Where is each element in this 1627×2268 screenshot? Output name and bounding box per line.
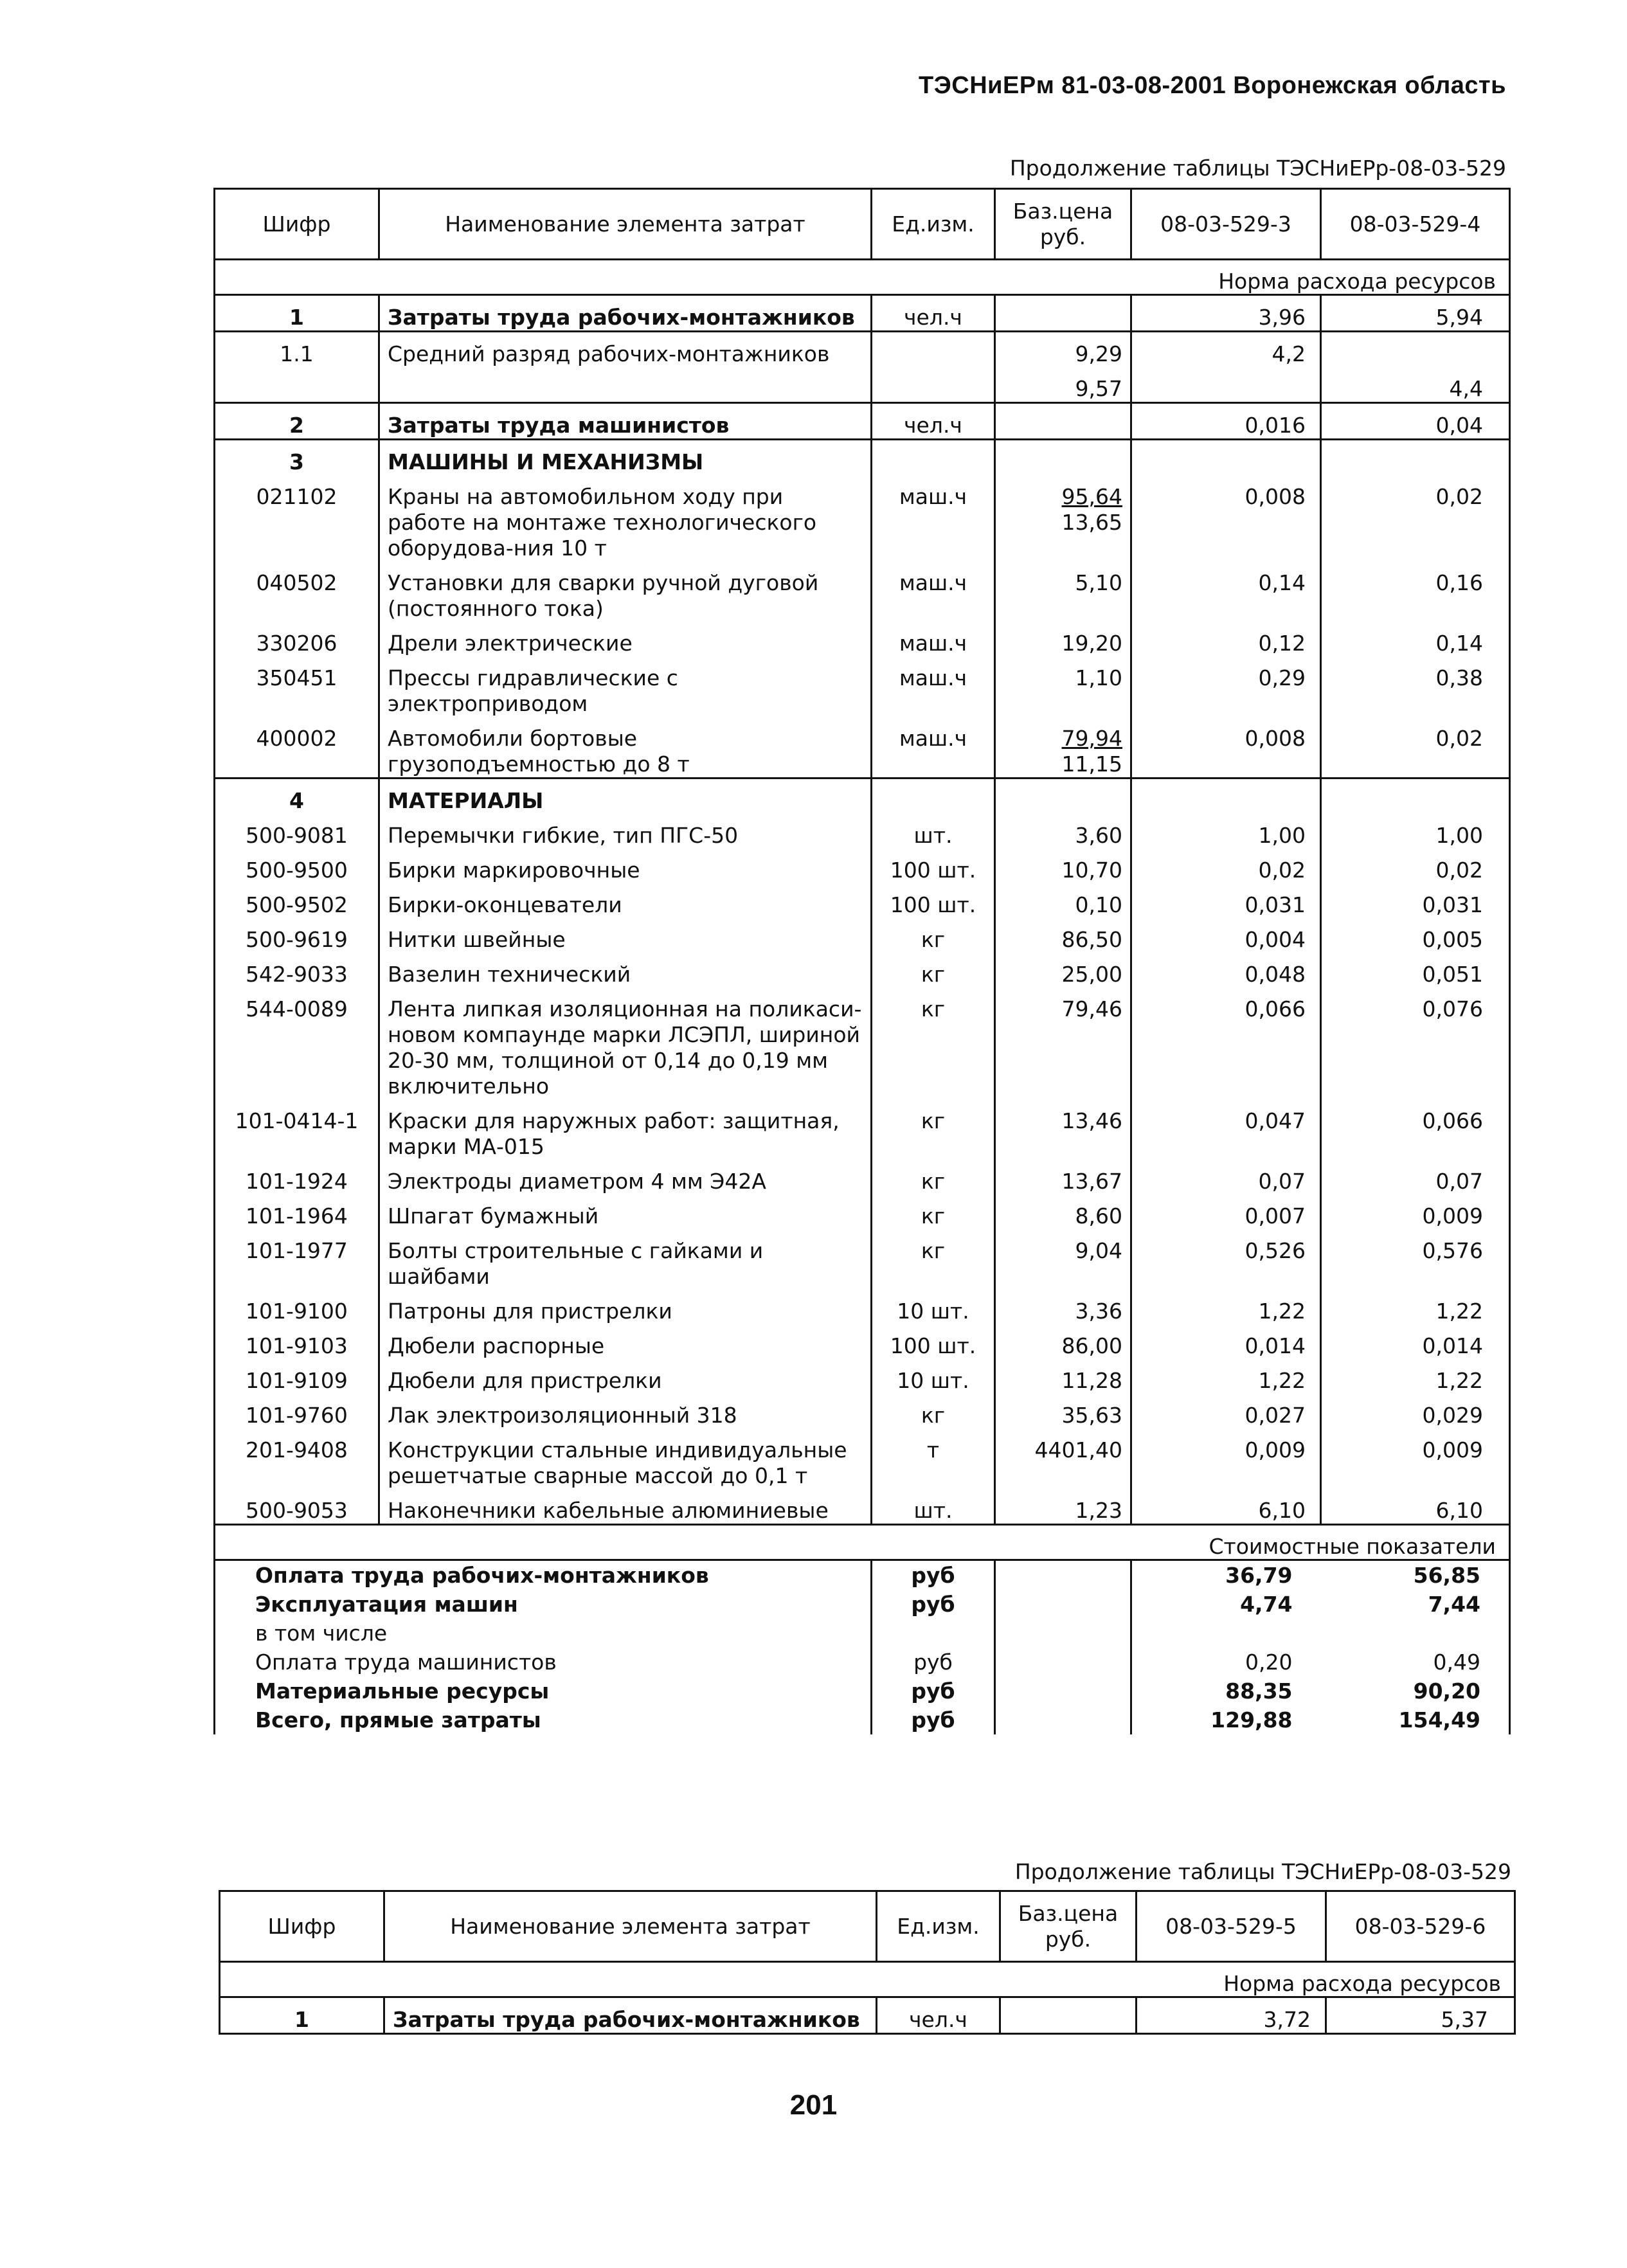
- base-price-value: 95,64: [1061, 484, 1122, 509]
- resource-name: [379, 367, 872, 403]
- cost-summary-unit: руб: [872, 1648, 995, 1677]
- cost-subheader-row: [215, 1525, 1510, 1560]
- cost-summary-value-col2: 0,49: [1321, 1648, 1510, 1677]
- norm-value-col1: 4,2: [1131, 332, 1321, 368]
- resource-unit: кг: [872, 1194, 995, 1229]
- base-price: [995, 1428, 1131, 1489]
- norm-value-col1: [1131, 440, 1321, 476]
- resource-code: 1: [215, 295, 379, 332]
- resource-code: 101-1964: [215, 1194, 379, 1229]
- base-price-value: 10,70: [1061, 858, 1122, 883]
- norm-value-col2: 0,04: [1321, 403, 1510, 440]
- base-price-value: 13,67: [1061, 1169, 1122, 1194]
- cost-summary-row: [215, 1590, 1510, 1619]
- column-header-529-5: 08-03-529-5: [1137, 1891, 1326, 1962]
- base-price-value: 9,57: [1075, 376, 1122, 401]
- norm-value-col1: 0,016: [1131, 403, 1321, 440]
- resource-unit: 100 шт.: [872, 883, 995, 918]
- cost-summary-empty: [995, 1706, 1131, 1734]
- cost-summary-row: [215, 1706, 1510, 1734]
- resource-unit: т: [872, 1428, 995, 1489]
- resource-name: Лак электроизоляционный 318: [379, 1394, 872, 1428]
- cost-summary-value-col2: 56,85: [1321, 1560, 1510, 1590]
- resource-code: 101-9760: [215, 1394, 379, 1428]
- resource-unit: чел.ч: [877, 1997, 1000, 2034]
- resource-name: Дрели электрические: [379, 622, 872, 656]
- norm-value-col2: 0,14: [1321, 622, 1510, 656]
- cost-summary-value-col1: [1131, 1619, 1321, 1648]
- cost-summary-value-col1: 0,20: [1245, 1650, 1293, 1675]
- cost-summary-value-col1: 36,79: [1225, 1563, 1293, 1588]
- norm-value-col2: 0,066: [1321, 1099, 1510, 1160]
- base-price: [995, 475, 1131, 561]
- cost-summary-value-col1: 4,74: [1240, 1592, 1293, 1617]
- cost-summary-label: Всего, прямые затраты: [215, 1706, 872, 1734]
- resource-name: Установки для сварки ручной дуговой (постоянного тока): [379, 561, 872, 622]
- norm-value-col1: 0,014: [1131, 1324, 1321, 1359]
- norm-value-col1: 0,07: [1131, 1160, 1321, 1194]
- base-price-value: 35,63: [1061, 1403, 1122, 1428]
- cost-summary-empty: [995, 1619, 1131, 1648]
- resource-unit: чел.ч: [872, 295, 995, 332]
- base-price-value: 79,94: [1061, 726, 1122, 751]
- norm-value-col1: 0,048: [1131, 953, 1321, 987]
- norm-value-col1: 0,066: [1131, 987, 1321, 1099]
- table-row: [215, 1290, 1510, 1324]
- base-price: [995, 717, 1131, 779]
- resource-code: 500-9500: [215, 849, 379, 883]
- column-header-code: Шифр: [215, 189, 379, 260]
- cost-summary-value-col1: 129,88: [1210, 1707, 1293, 1733]
- norm-value-col2: 0,076: [1321, 987, 1510, 1099]
- column-header-529-4: 08-03-529-4: [1321, 189, 1510, 260]
- cost-summary-value-col2: 154,49: [1321, 1706, 1510, 1734]
- base-price-value: 25,00: [1061, 962, 1122, 987]
- base-price-value: 79,46: [1061, 996, 1122, 1022]
- table-row: [215, 440, 1510, 476]
- cost-summary-empty: [995, 1677, 1131, 1706]
- cost-summary-empty: [995, 1560, 1131, 1590]
- resource-code: 500-9053: [215, 1489, 379, 1525]
- resource-unit: 100 шт.: [872, 1324, 995, 1359]
- table-row: [215, 1160, 1510, 1194]
- norm-value-col1: 0,031: [1131, 883, 1321, 918]
- norm-value-col1: 3,96: [1131, 295, 1321, 332]
- cost-summary-value-col2: 90,20: [1321, 1677, 1510, 1706]
- cost-summary-row: [215, 1619, 1510, 1648]
- cost-summary-value-col2: [1321, 1619, 1510, 1648]
- cost-summary-row: [215, 1560, 1510, 1590]
- resource-code: 4: [215, 779, 379, 815]
- table-row: [215, 656, 1510, 717]
- base-price-value: 0,10: [1075, 892, 1122, 917]
- base-price: [995, 1324, 1131, 1359]
- resource-unit: чел.ч: [872, 403, 995, 440]
- norm-value-col2: [1321, 440, 1510, 476]
- table1-caption: Продолжение таблицы ТЭСНиЕРр-08-03-529: [1009, 156, 1506, 181]
- base-price: [995, 779, 1131, 815]
- base-price: [995, 1099, 1131, 1160]
- column-header-price: Баз.цена руб.: [1000, 1891, 1137, 1962]
- norm-value-col2: 0,07: [1321, 1160, 1510, 1194]
- gap-cell: [215, 260, 379, 295]
- table-row: [215, 622, 1510, 656]
- base-price: [995, 656, 1131, 717]
- column-header-529-6: 08-03-529-6: [1326, 1891, 1515, 1962]
- resource-name: Лента липкая изоляционная на поликаси-новом компаунде марки ЛСЭПЛ, шириной 20-30 мм, толщиной от 0,14 до 0,19 мм включительно: [379, 987, 872, 1099]
- norm-value-col2: 0,02: [1321, 717, 1510, 779]
- base-price-value: 1,10: [1075, 665, 1122, 690]
- resource-code: 040502: [215, 561, 379, 622]
- resource-name: Шпагат бумажный: [379, 1194, 872, 1229]
- column-header-price: Баз.цена руб.: [995, 189, 1131, 260]
- resource-unit: кг: [872, 953, 995, 987]
- resource-unit: кг: [872, 1099, 995, 1160]
- norm-value-col1: 1,22: [1131, 1290, 1321, 1324]
- norm-value-col1: [1131, 367, 1321, 403]
- norm-value-col2: 0,005: [1321, 918, 1510, 953]
- table-row: [215, 849, 1510, 883]
- norm-value-col2: [1321, 779, 1510, 815]
- resource-name: Затраты труда рабочих-монтажников: [384, 1997, 877, 2034]
- resource-name: Краны на автомобильном ходу при работе на монтаже технологического оборудова-ния 10 т: [379, 475, 872, 561]
- page-number: 201: [789, 2089, 838, 2121]
- norm-value-col2: 1,22: [1321, 1290, 1510, 1324]
- base-price: [995, 1229, 1131, 1290]
- resource-name: Болты строительные с гайками и шайбами: [379, 1229, 872, 1290]
- resource-name: Дюбели распорные: [379, 1324, 872, 1359]
- resource-unit: маш.ч: [872, 717, 995, 779]
- resource-name: Дюбели для пристрелки: [379, 1359, 872, 1394]
- cost-summary-row: [215, 1677, 1510, 1706]
- table-row: [215, 717, 1510, 779]
- resource-code: 101-9103: [215, 1324, 379, 1359]
- norm-value-col1: 0,12: [1131, 622, 1321, 656]
- table-row: [215, 475, 1510, 561]
- base-price: [995, 295, 1131, 332]
- table-row: [215, 1359, 1510, 1394]
- norm-value-col1: 0,14: [1131, 561, 1321, 622]
- base-price: [995, 883, 1131, 918]
- cost-summary-unit: руб: [872, 1590, 995, 1619]
- resource-name: Патроны для пристрелки: [379, 1290, 872, 1324]
- gap-cell: [215, 1525, 379, 1560]
- norm-value-col1: 0,027: [1131, 1394, 1321, 1428]
- table2-caption: Продолжение таблицы ТЭСНиЕРр-08-03-529: [1014, 1859, 1511, 1884]
- table-row: [215, 1229, 1510, 1290]
- base-price: [995, 1160, 1131, 1194]
- base-price-value: 3,60: [1075, 823, 1122, 848]
- table-row: [215, 918, 1510, 953]
- resource-code: [215, 367, 379, 403]
- base-price-secondary: 11,15: [1061, 752, 1122, 777]
- norms-table-2: [219, 1890, 1516, 2035]
- resource-name: Средний разряд рабочих-монтажников: [379, 332, 872, 368]
- norm-value-col1: 1,00: [1131, 814, 1321, 849]
- table-row: [215, 367, 1510, 403]
- table-row: [215, 779, 1510, 815]
- base-price-value: 5,10: [1075, 570, 1122, 595]
- resource-unit: шт.: [872, 814, 995, 849]
- table-row: [215, 332, 1510, 368]
- norm-value-col1: 0,004: [1131, 918, 1321, 953]
- cost-summary-row: [215, 1648, 1510, 1677]
- resource-name: Вазелин технический: [379, 953, 872, 987]
- resource-unit: шт.: [872, 1489, 995, 1525]
- norm-value-col1: 0,29: [1131, 656, 1321, 717]
- resource-code: 1: [220, 1997, 384, 2034]
- cost-summary-value-col1: 88,35: [1225, 1679, 1293, 1704]
- norm-value-col2: 0,031: [1321, 883, 1510, 918]
- norm-value-col2: [1321, 332, 1510, 368]
- norm-value-col2: 1,00: [1321, 814, 1510, 849]
- norm-value-col1: 6,10: [1131, 1489, 1321, 1525]
- base-price: [995, 622, 1131, 656]
- table-row: [220, 1997, 1515, 2034]
- resource-unit: [872, 367, 995, 403]
- resource-name: Конструкции стальные индивидуальные решетчатые сварные массой до 0,1 т: [379, 1428, 872, 1489]
- resource-name: Бирки маркировочные: [379, 849, 872, 883]
- base-price: [995, 561, 1131, 622]
- base-price-value: 86,50: [1061, 927, 1122, 952]
- resource-name: МАТЕРИАЛЫ: [379, 779, 872, 815]
- norms-subheader-row: [215, 260, 1510, 295]
- resource-code: 1.1: [215, 332, 379, 368]
- resource-code: 101-1977: [215, 1229, 379, 1290]
- resource-unit: 10 шт.: [872, 1359, 995, 1394]
- cost-summary-label: Материальные ресурсы: [215, 1677, 872, 1706]
- base-price-value: 9,04: [1075, 1238, 1122, 1263]
- resource-name: Автомобили бортовые грузоподъемностью до 8 т: [379, 717, 872, 779]
- gap-cell: [220, 1962, 384, 1997]
- norm-value-col2: 5,37: [1326, 1997, 1515, 2034]
- base-price-value: 13,46: [1061, 1108, 1122, 1133]
- base-price: [995, 1394, 1131, 1428]
- cost-summary-empty: [995, 1648, 1131, 1677]
- document-header-title: ТЭСНиЕРм 81-03-08-2001 Воронежская область: [919, 72, 1506, 99]
- norm-value-col2: 6,10: [1321, 1489, 1510, 1525]
- resource-name: МАШИНЫ И МЕХАНИЗМЫ: [379, 440, 872, 476]
- base-price: [995, 332, 1131, 368]
- norm-value-col1: 0,007: [1131, 1194, 1321, 1229]
- resource-code: 101-0414-1: [215, 1099, 379, 1160]
- table-row: [215, 561, 1510, 622]
- norm-value-col2: 4,4: [1321, 367, 1510, 403]
- cost-summary-unit: руб: [872, 1706, 995, 1734]
- cost-summary-label: Оплата труда машинистов: [215, 1648, 872, 1677]
- norm-value-col2: 0,576: [1321, 1229, 1510, 1290]
- norm-value-col1: 0,02: [1131, 849, 1321, 883]
- norm-value-col2: 0,029: [1321, 1394, 1510, 1428]
- resource-unit: маш.ч: [872, 622, 995, 656]
- table-row: [215, 1489, 1510, 1525]
- resource-name: Затраты труда рабочих-монтажников: [379, 295, 872, 332]
- norm-value-col2: 0,009: [1321, 1194, 1510, 1229]
- column-header-unit: Ед.изм.: [872, 189, 995, 260]
- resource-code: 544-0089: [215, 987, 379, 1099]
- base-price: [995, 440, 1131, 476]
- table-row: [215, 1099, 1510, 1160]
- cost-summary-value-col2: 7,44: [1321, 1590, 1510, 1619]
- resource-unit: маш.ч: [872, 561, 995, 622]
- norm-value-col1: 3,72: [1137, 1997, 1326, 2034]
- resource-code: 2: [215, 403, 379, 440]
- resource-code: 500-9081: [215, 814, 379, 849]
- norm-value-col1: 0,009: [1131, 1428, 1321, 1489]
- norms-subheader-label: Норма расхода ресурсов: [384, 1962, 1515, 1997]
- cost-summary-unit: руб: [872, 1677, 995, 1706]
- resource-code: 3: [215, 440, 379, 476]
- resource-code: 201-9408: [215, 1428, 379, 1489]
- resource-code: 500-9502: [215, 883, 379, 918]
- norm-value-col2: 0,051: [1321, 953, 1510, 987]
- resource-code: 101-9109: [215, 1359, 379, 1394]
- norms-subheader-row: [220, 1962, 1515, 1997]
- norm-value-col1: 1,22: [1131, 1359, 1321, 1394]
- resource-unit: [872, 332, 995, 368]
- resource-unit: маш.ч: [872, 475, 995, 561]
- norm-value-col1: 0,008: [1131, 475, 1321, 561]
- base-price: [1000, 1997, 1137, 2034]
- resource-unit: кг: [872, 1160, 995, 1194]
- norm-value-col1: 0,008: [1131, 717, 1321, 779]
- resource-unit: 10 шт.: [872, 1290, 995, 1324]
- base-price: [995, 1489, 1131, 1525]
- resource-unit: кг: [872, 1394, 995, 1428]
- resource-name: Прессы гидравлические с электроприводом: [379, 656, 872, 717]
- norm-value-col1: 0,526: [1131, 1229, 1321, 1290]
- norm-value-col2: 0,38: [1321, 656, 1510, 717]
- column-header-unit: Ед.изм.: [877, 1891, 1000, 1962]
- table-row: [215, 403, 1510, 440]
- resource-name: Нитки швейные: [379, 918, 872, 953]
- resource-unit: [872, 440, 995, 476]
- table-row: [215, 883, 1510, 918]
- resource-code: 101-9100: [215, 1290, 379, 1324]
- resource-code: 500-9619: [215, 918, 379, 953]
- cost-summary-label: в том числе: [215, 1619, 872, 1648]
- norm-value-col1: 0,047: [1131, 1099, 1321, 1160]
- resource-unit: кг: [872, 918, 995, 953]
- resource-code: 330206: [215, 622, 379, 656]
- norm-value-col2: 5,94: [1321, 295, 1510, 332]
- table-row: [215, 1324, 1510, 1359]
- norm-value-col2: 1,22: [1321, 1359, 1510, 1394]
- base-price: [995, 849, 1131, 883]
- base-price-value: 4401,40: [1034, 1437, 1122, 1462]
- base-price: [995, 953, 1131, 987]
- norm-value-col2: 0,16: [1321, 561, 1510, 622]
- norm-value-col2: 0,009: [1321, 1428, 1510, 1489]
- base-price-value: 11,28: [1061, 1368, 1122, 1393]
- resource-code: 350451: [215, 656, 379, 717]
- resource-name: Краски для наружных работ: защитная, марки МА-015: [379, 1099, 872, 1160]
- resource-name: Электроды диаметром 4 мм Э42А: [379, 1160, 872, 1194]
- cost-summary-label: Оплата труда рабочих-монтажников: [215, 1560, 872, 1590]
- table-row: [215, 1394, 1510, 1428]
- column-header-name: Наименование элемента затрат: [384, 1891, 877, 1962]
- resource-name: Затраты труда машинистов: [379, 403, 872, 440]
- base-price-value: 86,00: [1061, 1333, 1122, 1358]
- table-row: [215, 295, 1510, 332]
- norm-value-col2: 0,02: [1321, 849, 1510, 883]
- norms-table-1: [213, 188, 1511, 1734]
- base-price-value: 8,60: [1075, 1203, 1122, 1228]
- resource-name: Бирки-оконцеватели: [379, 883, 872, 918]
- table-row: [215, 814, 1510, 849]
- cost-summary-label: Эксплуатация машин: [215, 1590, 872, 1619]
- cost-summary-unit: [872, 1619, 995, 1648]
- base-price: [995, 1194, 1131, 1229]
- column-header-name: Наименование элемента затрат: [379, 189, 872, 260]
- resource-code: 400002: [215, 717, 379, 779]
- base-price: [995, 403, 1131, 440]
- resource-name: Перемычки гибкие, тип ПГС-50: [379, 814, 872, 849]
- table-row: [215, 953, 1510, 987]
- resource-unit: 100 шт.: [872, 849, 995, 883]
- resource-unit: кг: [872, 987, 995, 1099]
- base-price-value: 9,29: [1075, 341, 1122, 366]
- norm-value-col2: 0,02: [1321, 475, 1510, 561]
- cost-summary-empty: [995, 1590, 1131, 1619]
- cost-summary-unit: руб: [872, 1560, 995, 1590]
- cost-subheader-label: Стоимостные показатели: [379, 1525, 1510, 1560]
- resource-name: Наконечники кабельные алюминиевые: [379, 1489, 872, 1525]
- norms-subheader-label: Норма расхода ресурсов: [379, 260, 1510, 295]
- resource-unit: кг: [872, 1229, 995, 1290]
- base-price-value: 3,36: [1075, 1299, 1122, 1324]
- base-price: [995, 987, 1131, 1099]
- base-price-value: 1,23: [1075, 1498, 1122, 1523]
- resource-code: 021102: [215, 475, 379, 561]
- base-price: [995, 918, 1131, 953]
- resource-code: 101-1924: [215, 1160, 379, 1194]
- base-price-value: 19,20: [1061, 631, 1122, 656]
- resource-unit: [872, 779, 995, 815]
- resource-unit: маш.ч: [872, 656, 995, 717]
- base-price: [995, 1359, 1131, 1394]
- column-header-529-3: 08-03-529-3: [1131, 189, 1321, 260]
- base-price-secondary: 13,65: [1061, 510, 1122, 535]
- base-price: [995, 1290, 1131, 1324]
- table-row: [215, 1428, 1510, 1489]
- column-header-code: Шифр: [220, 1891, 384, 1962]
- table-row: [215, 1194, 1510, 1229]
- norm-value-col2: 0,014: [1321, 1324, 1510, 1359]
- base-price: [995, 814, 1131, 849]
- norm-value-col1: [1131, 779, 1321, 815]
- base-price: [995, 367, 1131, 403]
- resource-code: 542-9033: [215, 953, 379, 987]
- table-row: [215, 987, 1510, 1099]
